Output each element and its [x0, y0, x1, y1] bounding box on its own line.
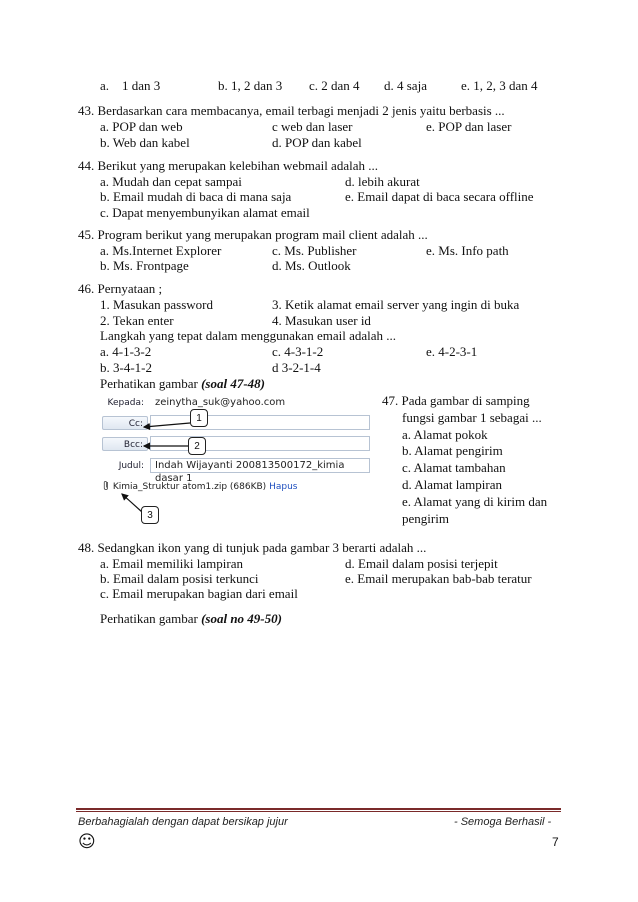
q42-option-a: a. — [100, 78, 110, 93]
q44-option-e: e. Email dapat di baca secara offline — [345, 189, 534, 204]
q45-option-e: e. Ms. Info path — [426, 243, 509, 258]
q47-option-c: c. Alamat tambahan — [402, 460, 506, 475]
smiley-icon: ☺ — [78, 832, 96, 852]
q44-stem: 44. Berikut yang merupakan kelebihan webmail adalah ... — [78, 158, 378, 173]
q43-option-e: e. POP dan laser — [426, 119, 512, 134]
judul-label: Judul: — [118, 461, 144, 471]
page-number: 7 — [552, 835, 559, 849]
footer-rule-thin — [76, 811, 561, 812]
q45-option-d: d. Ms. Outlook — [272, 258, 351, 273]
figure-intro-ref: (soal 47-48) — [201, 376, 265, 391]
attachment-name: Kimia_Struktur atom1.zip (686KB) — [112, 482, 267, 492]
q46-stem-2: Langkah yang tepat dalam menggunakan email adalah ... — [100, 328, 396, 343]
figure-intro-text: Perhatikan gambar — [100, 376, 202, 391]
q46-statement-3: 3. Ketik alamat email server yang ingin di buka — [272, 297, 520, 312]
bcc-label: Bcc: — [123, 440, 143, 450]
figure-intro — [100, 376, 265, 391]
q42-option-c: c. 2 dan 4 — [309, 78, 360, 93]
callout-1-arrow — [144, 423, 190, 427]
q45-option-c: c. Ms. Publisher — [272, 243, 357, 258]
q47-option-b: b. Alamat pengirim — [402, 443, 503, 458]
q43-stem: 43. Berdasarkan cara membacanya, email terbagi menjadi 2 jenis yaitu berbasis ... — [78, 103, 505, 118]
q46-option-b: b. 3-4-1-2 — [100, 360, 152, 375]
q44-option-a: a. Mudah dan cepat sampai — [100, 174, 242, 189]
q46-option-e: e. 4-2-3-1 — [426, 344, 478, 359]
figure-intro-2-ref: (soal no 49-50) — [201, 611, 282, 626]
q46-statement-2: 2. Tekan enter — [100, 313, 174, 328]
q46-option-d: d 3-2-1-4 — [272, 360, 321, 375]
q46-statement-4: 4. Masukan user id — [272, 313, 371, 328]
q48-stem: 48. Sedangkan ikon yang di tunjuk pada gambar 3 berarti adalah ... — [78, 540, 427, 555]
q45-stem: 45. Program berikut yang merupakan program mail client adalah ... — [78, 227, 428, 242]
q42-option-e: e. 1, 2, 3 dan 4 — [461, 78, 538, 93]
callout-1: 1 — [190, 409, 208, 427]
kepada-value: zeinytha_suk@yahoo.com — [155, 397, 286, 408]
remove-attachment-link[interactable]: Hapus — [269, 482, 298, 492]
q42-option-b: b. 1, 2 dan 3 — [218, 78, 283, 93]
q43-option-b: b. Web dan kabel — [100, 135, 190, 150]
q47-option-d: d. Alamat lampiran — [402, 477, 503, 492]
q44-option-d: d. lebih akurat — [345, 174, 420, 189]
figure-intro-2-text: Perhatikan gambar — [100, 611, 202, 626]
q42-option-a-text: 1 dan 3 — [122, 78, 161, 93]
q48-option-c: c. Email merupakan bagian dari email — [100, 586, 298, 601]
q45-option-b: b. Ms. Frontpage — [100, 258, 189, 273]
q44-option-c: c. Dapat menyembunyikan alamat email — [100, 205, 310, 220]
q44-option-b: b. Email mudah di baca di mana saja — [100, 189, 292, 204]
q43-option-c: c web dan laser — [272, 119, 353, 134]
q47-option-e: e. Alamat yang di kirim dan — [402, 494, 548, 509]
q47-stem-2: fungsi gambar 1 sebagai ... — [402, 410, 542, 425]
q48-option-e: e. Email merupakan bab-bab teratur — [345, 571, 532, 586]
footer-rule-thick — [76, 808, 561, 810]
q42-option-d: d. 4 saja — [384, 78, 427, 93]
q48-option-a: a. Email memiliki lampiran — [100, 556, 243, 571]
q48-option-d: d. Email dalam posisi terjepit — [345, 556, 498, 571]
q46-option-c: c. 4-3-1-2 — [272, 344, 324, 359]
q47-option-a: a. Alamat pokok — [402, 427, 488, 442]
figure-intro-2 — [100, 611, 282, 626]
callout-3-arrow — [122, 494, 142, 512]
q48-option-b: b. Email dalam posisi terkunci — [100, 571, 259, 586]
kepada-label: Kepada: — [107, 398, 144, 408]
cc-label: Cc: — [128, 419, 143, 429]
q47-option-e-cont: pengirim — [402, 511, 449, 526]
q45-option-a: a. Ms.Internet Explorer — [100, 243, 222, 258]
callout-2: 2 — [188, 437, 206, 455]
q46-stem: 46. Pernyataan ; — [78, 281, 163, 296]
callout-3: 3 — [141, 506, 159, 524]
footer-greeting: - Semoga Berhasil - — [454, 816, 552, 828]
q46-statement-1: 1. Masukan password — [100, 297, 214, 312]
judul-value: Indah Wijayanti 200813500172_kimia dasar 1 — [155, 460, 345, 484]
q47-stem-1: 47. Pada gambar di samping — [382, 393, 530, 408]
q43-option-a: a. POP dan web — [100, 119, 183, 134]
q43-option-d: d. POP dan kabel — [272, 135, 362, 150]
footer-motto: Berbahagialah dengan dapat bersikap jujur — [78, 816, 288, 828]
q46-option-a: a. 4-1-3-2 — [100, 344, 152, 359]
